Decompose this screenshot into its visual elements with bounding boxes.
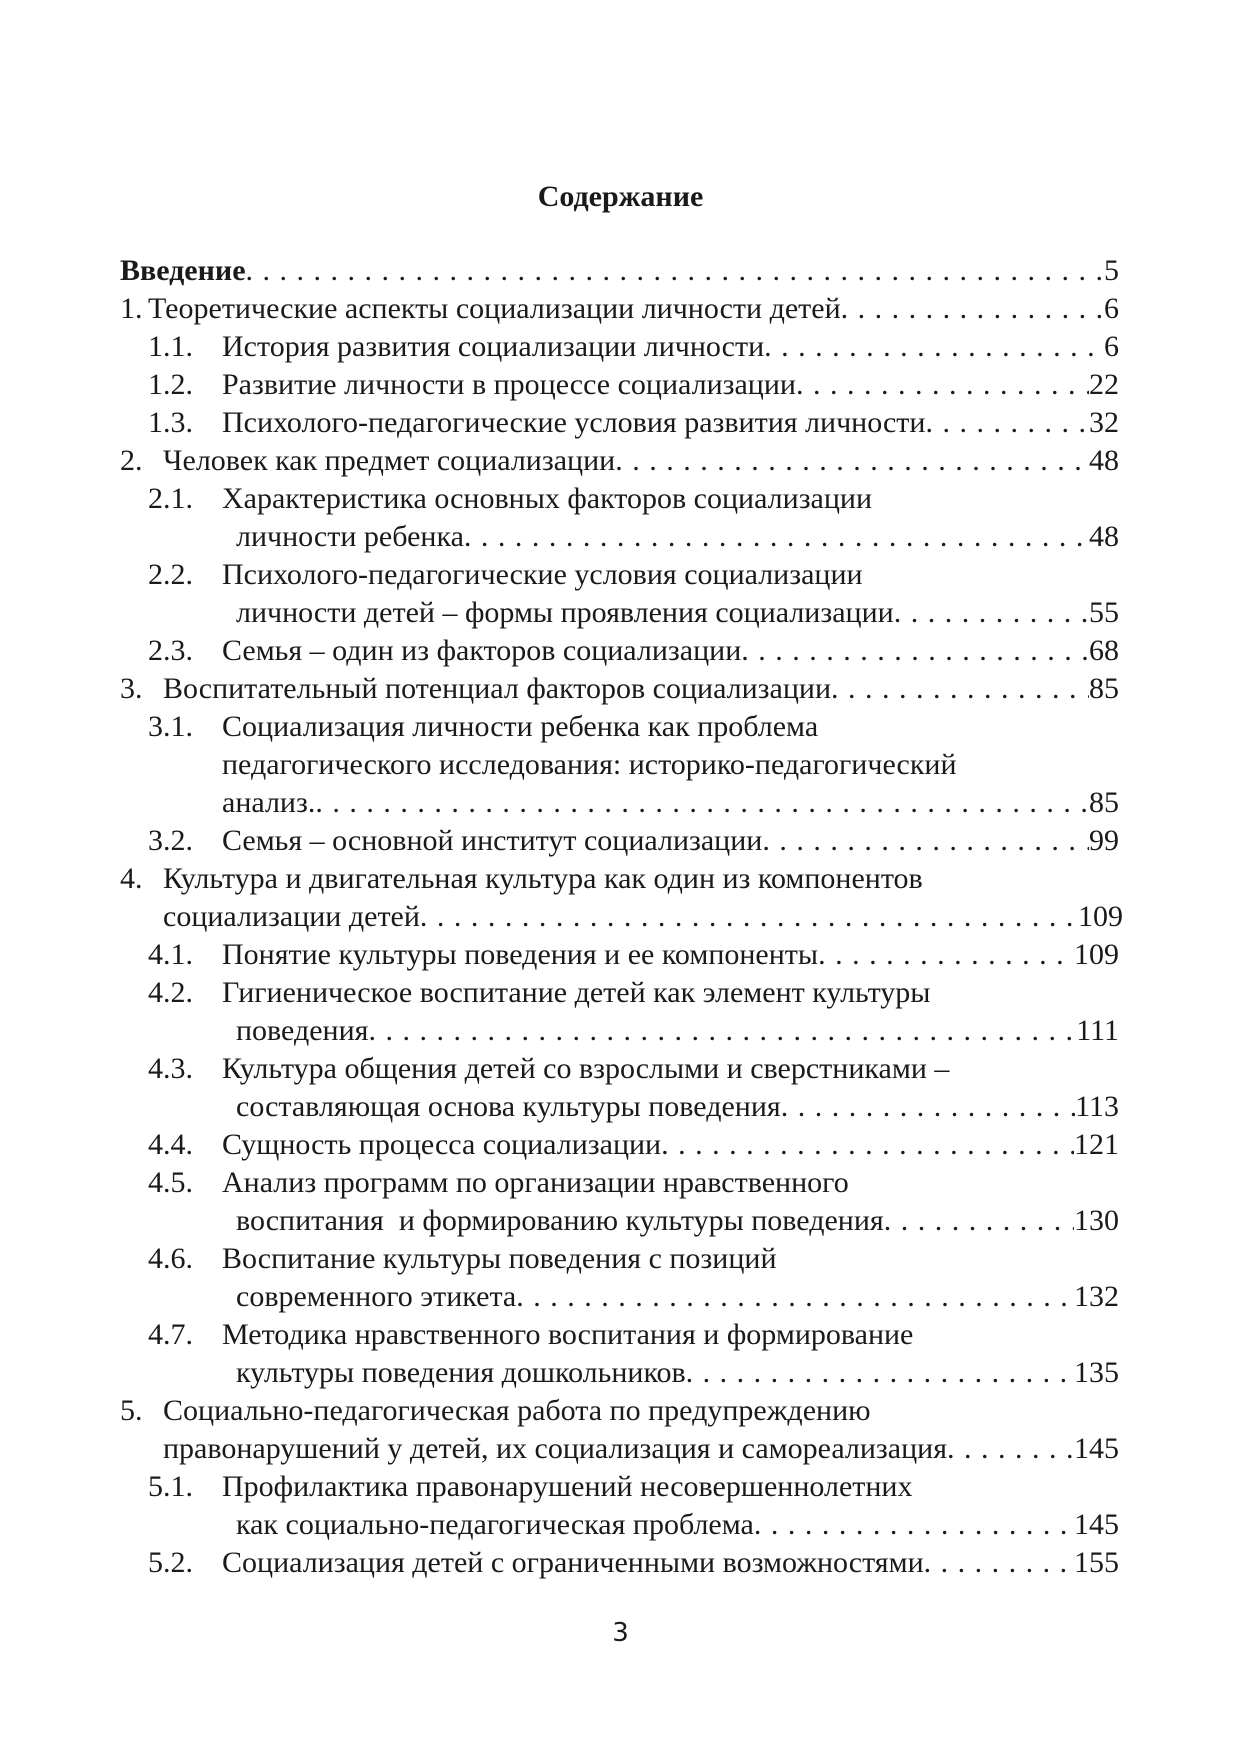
toc-entry-number: 4.3. — [148, 1052, 193, 1085]
toc-entry-4-5[interactable] — [0, 1164, 1241, 1202]
toc-entry-number: 3.1. — [148, 710, 193, 743]
toc-entry-intro[interactable] — [0, 252, 1241, 290]
toc-entry-page: 130 — [1074, 1204, 1119, 1237]
toc-entry-title: Психолого-педагогические условия развития личности — [222, 406, 926, 439]
toc-entry-number: 4.1. — [148, 938, 193, 971]
toc-entry-4-5-cont[interactable] — [0, 1202, 1241, 1240]
toc-entry-title: История развития социализации личности — [222, 330, 765, 363]
toc-entry-4[interactable] — [0, 860, 1241, 898]
toc-entry-page: 113 — [1075, 1090, 1119, 1123]
toc-entry-title-cont: личности ребенка — [236, 520, 464, 553]
toc-entry-title: Психолого-педагогические условия социализации — [222, 558, 863, 591]
toc-entry-page: 6 — [1104, 292, 1119, 325]
toc-entry-page: 48 — [1089, 444, 1119, 477]
toc-entry-4-2-cont[interactable] — [0, 1012, 1241, 1050]
toc-entry-4-2[interactable] — [0, 974, 1241, 1012]
toc-entry-page: 85 — [1089, 786, 1119, 819]
toc-entry-4-6[interactable] — [0, 1240, 1241, 1278]
toc-entry-2-3[interactable] — [0, 632, 1241, 670]
toc-entry-number: 2.2. — [148, 558, 193, 591]
toc-entry-page: 145 — [1074, 1508, 1119, 1541]
toc-entry-1-1[interactable] — [0, 328, 1241, 366]
toc-entry-page: 109 — [1078, 900, 1123, 933]
toc-entry-title-cont: правонарушений у детей, их социализация и самореализация — [163, 1432, 947, 1465]
toc-entry-title-cont: личности детей – формы проявления социализации — [236, 596, 894, 629]
toc-entry-5[interactable] — [0, 1392, 1241, 1430]
toc-entry-number: 1.3. — [148, 406, 193, 439]
toc-entry-title: Понятие культуры поведения и ее компоненты — [222, 938, 819, 971]
toc-entry-5-cont[interactable] — [0, 1430, 1241, 1468]
toc-entry-title-cont: культуры поведения дошкольников — [236, 1356, 686, 1389]
toc-entry-number: 4.4. — [148, 1128, 193, 1161]
toc-entry-title-cont: составляющая основа культуры поведения — [236, 1090, 781, 1123]
toc-entry-number: 1.1. — [148, 330, 193, 363]
toc-entry-title-cont: анализ. — [222, 786, 316, 819]
toc-entry-2-2[interactable] — [0, 556, 1241, 594]
toc-entry-4-4[interactable] — [0, 1126, 1241, 1164]
toc-entry-1[interactable] — [0, 290, 1241, 328]
toc-entry-page: 145 — [1074, 1432, 1119, 1465]
toc-entry-1-3[interactable] — [0, 404, 1241, 442]
toc-entry-3-1-line2[interactable] — [0, 746, 1241, 784]
toc-entry-title: Воспитательный потенциал факторов социализации — [163, 672, 832, 705]
toc-entry-number: 5.2. — [148, 1546, 193, 1579]
toc-entry-number: 2.1. — [148, 482, 193, 515]
toc-entry-number: 5. — [120, 1394, 143, 1427]
toc-entry-title: Методика нравственного воспитания и формирование — [222, 1318, 914, 1351]
toc-entry-page: 6 — [1104, 330, 1119, 363]
toc-entry-title: Человек как предмет социализации — [163, 444, 616, 477]
toc-entry-page: 68 — [1089, 634, 1119, 667]
toc-entry-2-1-cont[interactable] — [0, 518, 1241, 556]
toc-entry-page: 55 — [1089, 596, 1119, 629]
toc-entry-number: 1.2. — [148, 368, 193, 401]
toc-entry-number: 4.2. — [148, 976, 193, 1009]
toc-entry-title: Социализация детей с ограниченными возможностями — [222, 1546, 924, 1579]
toc-entry-page: 109 — [1074, 938, 1119, 971]
toc-entry-page: 22 — [1089, 368, 1119, 401]
toc-entry-title: Семья – один из факторов социализации — [222, 634, 742, 667]
toc-entry-2-2-cont[interactable] — [0, 594, 1241, 632]
toc-entry-title-line2: педагогического исследования: историко-педагогический — [222, 748, 957, 781]
toc-entry-4-1[interactable] — [0, 936, 1241, 974]
toc-entry-number: 3.2. — [148, 824, 193, 857]
page-title: Содержание — [537, 180, 704, 213]
toc-entry-page: 32 — [1089, 406, 1119, 439]
toc-entry-page: 85 — [1089, 672, 1119, 705]
toc-entry-number: 2. — [120, 444, 143, 477]
toc-entry-title: Развитие личности в процессе социализации — [222, 368, 796, 401]
toc-entry-page: 99 — [1089, 824, 1119, 857]
toc-entry-title-cont: как социально-педагогическая проблема — [236, 1508, 754, 1541]
toc-entry-number: 4. — [120, 862, 143, 895]
toc-entry-number: 4.7. — [148, 1318, 193, 1351]
toc-entry-title: Профилактика правонарушений несовершеннолетних — [222, 1470, 913, 1503]
toc-entry-page: 132 — [1074, 1280, 1119, 1313]
toc-entry-4-6-cont[interactable] — [0, 1278, 1241, 1316]
toc-entry-4-3-cont[interactable] — [0, 1088, 1241, 1126]
page-number: 3 — [612, 1618, 629, 1648]
toc-entry-title: Гигиеническое воспитание детей как элемент культуры — [222, 976, 931, 1009]
toc-entry-title-cont: воспитания и формированию культуры поведения — [236, 1204, 884, 1237]
toc-entry-4-cont[interactable] — [0, 898, 1241, 936]
toc-entry-5-2[interactable] — [0, 1544, 1241, 1582]
toc-entry-title: Социально-педагогическая работа по предупреждению — [163, 1394, 871, 1427]
toc-entry-page: 155 — [1074, 1546, 1119, 1579]
toc-entry-page: 121 — [1074, 1128, 1119, 1161]
toc-entry-title-cont: социализации детей — [163, 900, 420, 933]
toc-entry-number: 4.5. — [148, 1166, 193, 1199]
toc-entry-title: Социализация личности ребенка как проблема — [222, 710, 819, 743]
toc-entry-title: Культура и двигательная культура как один из компонентов — [163, 862, 923, 895]
toc-entry-page: 48 — [1089, 520, 1119, 553]
toc-entry-2[interactable] — [0, 442, 1241, 480]
toc-entry-title: Сущность процесса социализации — [222, 1128, 662, 1161]
toc-entry-3[interactable] — [0, 670, 1241, 708]
toc-entry-2-1[interactable] — [0, 480, 1241, 518]
toc-entry-page: 5 — [1104, 254, 1119, 287]
toc-entry-3-1[interactable] — [0, 708, 1241, 746]
toc-entry-title: Анализ программ по организации нравственного — [222, 1166, 849, 1199]
toc-entry-title-cont: поведения — [236, 1014, 369, 1047]
toc-entry-number: 5.1. — [148, 1470, 193, 1503]
toc-entry-title: Теоретические аспекты социализации личности детей — [148, 292, 841, 325]
table-of-contents — [0, 252, 1241, 1582]
toc-entry-title: Введение — [120, 254, 246, 287]
toc-entry-4-7[interactable] — [0, 1316, 1241, 1354]
toc-entry-4-7-cont[interactable] — [0, 1354, 1241, 1392]
toc-entry-title: Характеристика основных факторов социализации — [222, 482, 873, 515]
toc-entry-3-1-cont[interactable] — [0, 784, 1241, 822]
toc-entry-title: Воспитание культуры поведения с позиций — [222, 1242, 777, 1275]
toc-entry-title: Семья – основной институт социализации — [222, 824, 763, 857]
toc-entry-number: 2.3. — [148, 634, 193, 667]
toc-entry-5-1-cont[interactable] — [0, 1506, 1241, 1544]
toc-entry-title-cont: современного этикета — [236, 1280, 517, 1313]
toc-entry-3-2[interactable] — [0, 822, 1241, 860]
toc-entry-1-2[interactable] — [0, 366, 1241, 404]
toc-entry-4-3[interactable] — [0, 1050, 1241, 1088]
toc-entry-number: 3. — [120, 672, 143, 705]
toc-entry-5-1[interactable] — [0, 1468, 1241, 1506]
toc-entry-number: 4.6. — [148, 1242, 193, 1275]
toc-entry-title: Культура общения детей со взрослыми и сверстниками – — [222, 1052, 950, 1085]
toc-entry-number: 1. — [120, 292, 143, 325]
toc-entry-page: 135 — [1074, 1356, 1119, 1389]
toc-entry-page: 111 — [1076, 1014, 1119, 1047]
